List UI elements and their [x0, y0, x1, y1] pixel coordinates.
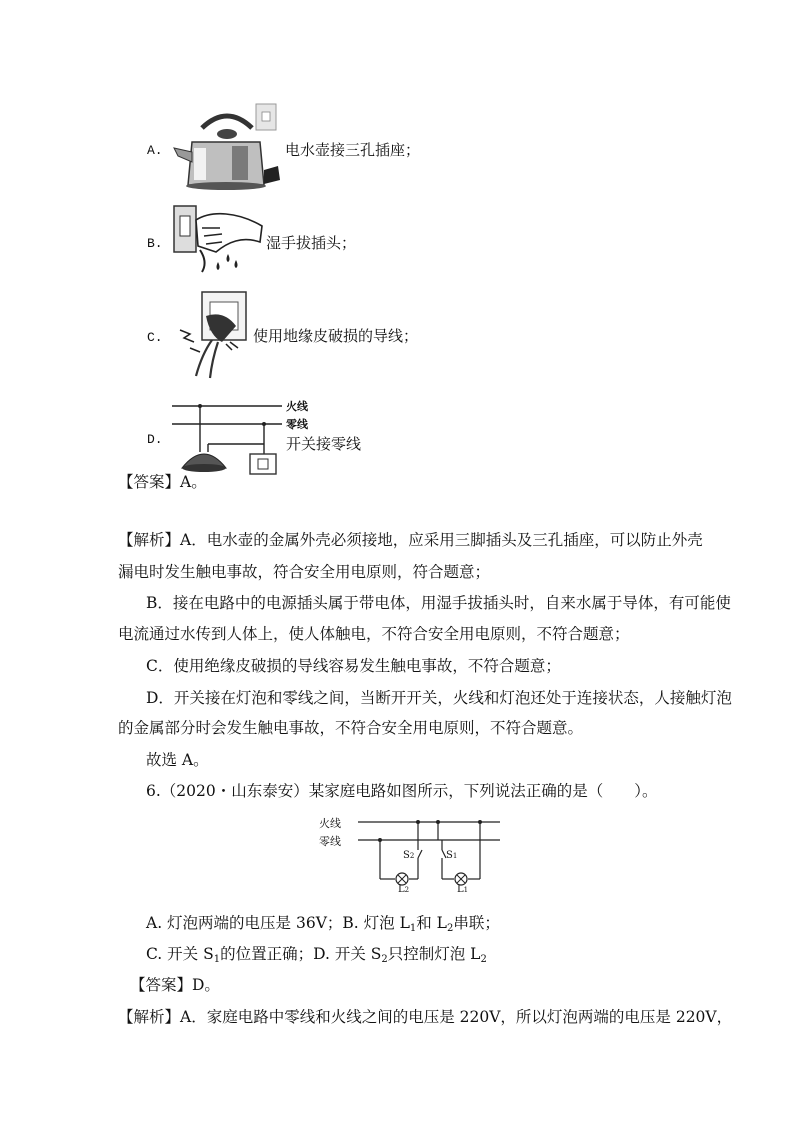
lamp-l1-label: L1: [457, 884, 469, 895]
answer-6: 【答案】D。: [130, 976, 220, 994]
lamp-l2-label: L2: [398, 884, 410, 895]
analysis-6-line-1: 【解析】A．家庭电路中零线和火线之间的电压是 220V，所以灯泡两端的电压是 220V，: [118, 1008, 733, 1026]
circuit-zero-label: 零线: [319, 835, 341, 848]
analysis-5-line-5: C．使用绝缘皮破损的导线容易发生触电事故，不符合题意；: [146, 657, 561, 675]
question-6-options-ab: A. 灯泡两端的电压是 36V；B. 灯泡 $L_1$和 $L_2$串联；: [146, 914, 500, 934]
final-choice-5: 故选 A。: [146, 751, 209, 769]
switch-s1-label: S1: [446, 850, 458, 861]
option-a-label: A.: [147, 143, 163, 158]
analysis-5-line-2: 漏电时发生触电事故，符合安全用电原则，符合题意；: [118, 563, 491, 581]
analysis-5-line-7: 的金属部分时会发生触电事故，不符合安全用电原则，不符合题意。: [118, 719, 584, 737]
analysis-5-line-3: B．接在电路中的电源插头属于带电体，用湿手拔插头时，自来水属于导体，有可能使: [146, 594, 731, 612]
option-a-caption: 电水壶接三孔插座；: [285, 141, 421, 159]
option-c-caption: 使用地缘皮破损的导线；: [253, 327, 419, 345]
analysis-5-line-6: D．开关接在灯泡和零线之间，当断开开关，火线和灯泡还处于连接状态，人接触灯泡: [146, 689, 732, 707]
question-6-stem: 6.（2020・山东泰安）某家庭电路如图所示，下列说法正确的是（ ）。: [146, 782, 658, 800]
option-d-label: D.: [147, 432, 163, 447]
switch-s2-label: S2: [403, 850, 415, 861]
option-b-label: B.: [147, 236, 163, 251]
answer-5: 【答案】A。: [118, 473, 207, 491]
analysis-5-line-1: 【解析】A．电水壶的金属外壳必须接地，应采用三脚插头及三孔插座，可以防止外壳: [118, 531, 703, 549]
option-c-label: C.: [147, 330, 163, 345]
question-6-options-cd: C. 开关 $S_1$的位置正确；D. 开关 $S_2$只控制灯泡 $L_2$: [146, 945, 487, 965]
option-d-caption: 开关接零线: [286, 435, 362, 453]
analysis-5-line-4: 电流通过水传到人体上，使人体触电，不符合安全用电原则，不符合题意；: [118, 625, 630, 643]
option-d-zero-label: 零线: [286, 418, 308, 431]
option-d-fire-label: 火线: [286, 400, 308, 413]
damaged-wire-image: [172, 290, 252, 380]
wet-hand-image: [172, 202, 267, 274]
circuit-fire-label: 火线: [319, 817, 341, 830]
kettle-image: [172, 100, 282, 195]
household-circuit-diagram: [318, 812, 518, 896]
option-b-caption: 湿手拔插头；: [266, 234, 357, 252]
